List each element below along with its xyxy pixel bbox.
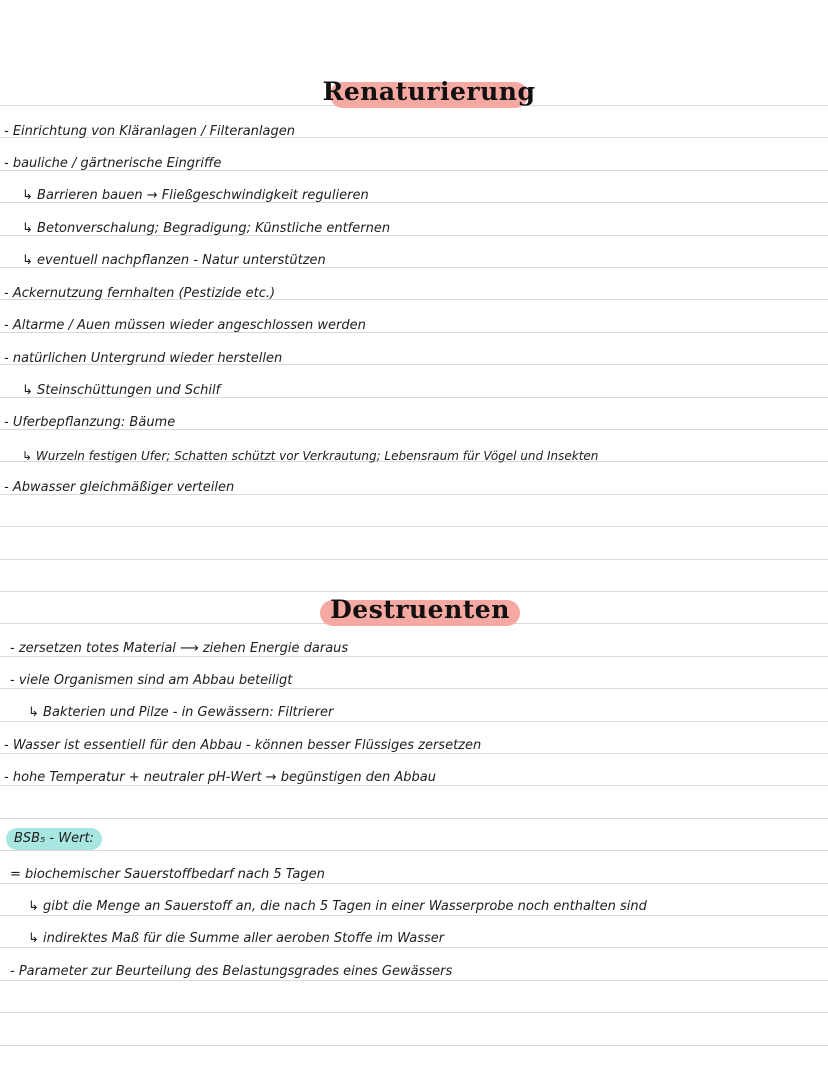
rule-line (0, 526, 828, 527)
rule-line (0, 915, 828, 916)
rule-line (0, 818, 828, 819)
rule-line (0, 591, 828, 592)
note-line: = biochemischer Sauerstoffbedarf nach 5 Tagen (10, 867, 325, 882)
bsb-label: BSB₅ - Wert: (6, 828, 102, 850)
rule-line (0, 883, 828, 884)
note-line: - Abwasser gleichmäßiger verteilen (4, 480, 235, 495)
note-line: ↳ Steinschüttungen und Schilf (22, 383, 221, 398)
heading-renaturierung-text: Renaturierung (322, 76, 536, 106)
note-line: ↳ Bakterien und Pilze - in Gewässern: Filtrierer (28, 705, 334, 720)
rule-line (0, 1045, 828, 1046)
note-line: - natürlichen Untergrund wieder herstellen (4, 351, 283, 366)
note-line: ↳ eventuell nachpflanzen - Natur unterstützen (22, 253, 326, 268)
rule-line (0, 721, 828, 722)
note-line: - Einrichtung von Kläranlagen / Filteranlagen (4, 124, 295, 139)
note-line: ↳ indirektes Maß für die Summe aller aeroben Stoffe im Wasser (28, 931, 445, 946)
note-line: - Parameter zur Beurteilung des Belastungsgrades eines Gewässers (10, 964, 453, 979)
note-line: - hohe Temperatur + neutraler pH-Wert → begünstigen den Abbau (4, 770, 437, 785)
heading-renaturierung (322, 76, 536, 108)
rule-line (0, 559, 828, 560)
note-line: ↳ Betonverschalung; Begradigung; Künstliche entfernen (22, 221, 391, 236)
heading-destruenten (320, 594, 520, 626)
note-line: ↳ Wurzeln festigen Ufer; Schatten schützt vor Verkrautung; Lebensraum für Vögel und Insekten (22, 449, 599, 463)
note-line: - Wasser ist essentiell für den Abbau - können besser Flüssiges zersetzen (4, 738, 482, 753)
note-line: - zersetzen totes Material ⟶ ziehen Energie daraus (10, 641, 349, 656)
rule-line (0, 850, 828, 851)
heading-destruenten-text: Destruenten (330, 594, 510, 624)
note-line: ↳ Barrieren bauen → Fließgeschwindigkeit regulieren (22, 188, 369, 203)
note-line: ↳ gibt die Menge an Sauerstoff an, die nach 5 Tagen in einer Wasserprobe noch enthalten sind (28, 899, 647, 914)
rule-line (0, 980, 828, 981)
note-line: - viele Organismen sind am Abbau beteiligt (10, 673, 293, 688)
note-line: - Uferbepflanzung: Bäume (4, 415, 176, 430)
note-line: - Ackernutzung fernhalten (Pestizide etc.) (4, 286, 276, 301)
rule-line (0, 947, 828, 948)
note-line: - bauliche / gärtnerische Eingriffe (4, 156, 222, 171)
note-line: - Altarme / Auen müssen wieder angeschlossen werden (4, 318, 366, 333)
rule-line (0, 1012, 828, 1013)
